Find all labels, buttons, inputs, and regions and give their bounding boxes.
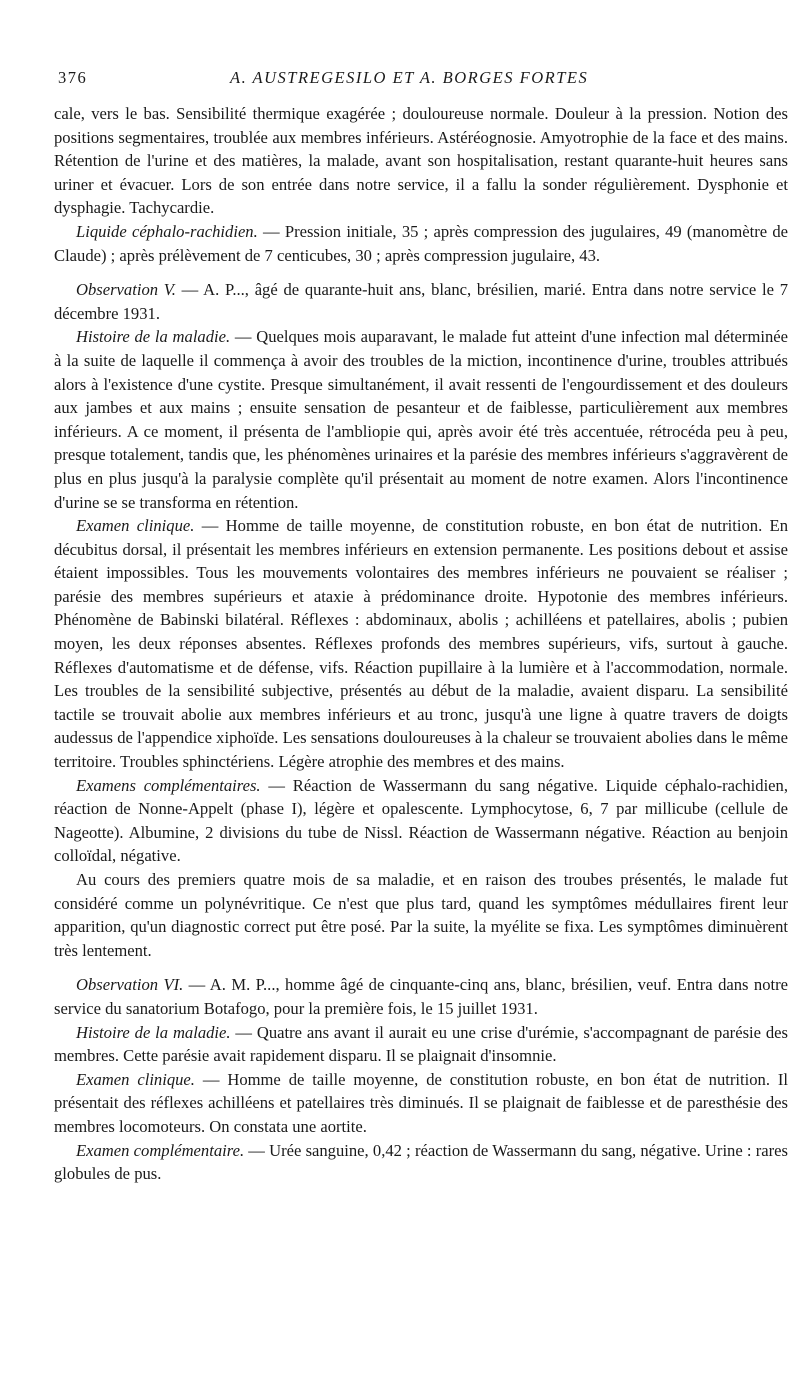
section-lead: Examens complémentaires. bbox=[76, 775, 261, 795]
running-title: A. AUSTREGESILO ET A. BORGES FORTES bbox=[230, 68, 589, 87]
observation-title: Observation VI. bbox=[76, 975, 184, 995]
paragraph bbox=[54, 1021, 788, 1068]
paragraph bbox=[54, 868, 788, 962]
paragraph-text: — A. M. P..., homme âgé de cinquante-cinq ans, blanc, brésilien, veuf. Entra dans notre service du sanatorium Botafogo, pour la première fois, le 15 juillet 1931. bbox=[54, 975, 788, 1018]
paragraph bbox=[54, 278, 788, 325]
paragraph-text: — Quelques mois auparavant, le malade fut atteint d'une infection mal déterminée à la suite de laquelle il commença à avoir des troubles de la miction, incontinence d'urine, troubles attribués alors à l'existence d'une cystite. Presque simultanément, il avait ressenti de l'engourdissement et des douleurs aux jambes et aux mains ; ensuite sensation de pesanteur et de faiblesse, particulièrement aux membres inférieurs. A ce moment, il présenta de l'ambliopie qui, après avoir été très accentuée, rétrocéda peu à peu, presque totalement, tandis que, les phénomènes urinaires et la parésie des membres inférieurs s'aggravèrent de plus en plus jusqu'à la paralysie complète qu'il présentait au moment de notre examen. Alors l'incontinence d'urine se se transforma en rétention. bbox=[54, 327, 788, 512]
paragraph bbox=[54, 514, 788, 774]
observation-title: Observation V. bbox=[76, 280, 176, 300]
paragraph bbox=[54, 325, 788, 514]
paragraph bbox=[54, 973, 788, 1020]
paragraph bbox=[54, 1139, 788, 1186]
section-lead: Examen clinique. bbox=[76, 516, 195, 536]
paragraph-text: — Homme de taille moyenne, de constitution robuste, en bon état de nutrition. En décubitus dorsal, il présentait les membres inférieurs en extension permanente. Les positions debout et assise étaient impossibles. Tous les mouvements volontaires des membres inférieurs ne pouvaient se réaliser ; parésie des membres supérieurs et ataxie à prédominance droite. Hypotonie des membres inférieurs. Phénomène de Babinski bilatéral. Réflexes : abdominaux, abolis ; achilléens et patellaires, abolis ; pubien moyen, les deux réponses absentes. Réflexes profonds des membres supérieurs, vifs, surtout à gauche. Réflexes d'automatisme et de défense, vifs. Réaction pupillaire à la lumière et à l'accommodation, normale. Les troubles de la sensibilité subjective, présentés au début de la maladie, avaient disparu. La sensibilité tactile se trouvait abolie aux membres inférieurs et au tronc, jusqu'à une ligne à quatre travers de doigts audessus de l'appendice xiphoïde. Les sensations douloureuses à la chaleur se trouvaient abolies dans le même territoire. Troubles sphinctériens. Légère atrophie des membres et des mains. bbox=[54, 516, 788, 772]
paragraph bbox=[54, 220, 788, 267]
paragraph bbox=[54, 774, 788, 868]
paragraph-text: — Homme de taille moyenne, de constitution robuste, en bon état de nutrition. Il présentait des réflexes achilléens et patellaires très diminués. Il se plaignait de faiblesse et de paresthésie des membres locomoteurs. On constata une aortite. bbox=[54, 1069, 788, 1136]
section-lead: Histoire de la maladie. bbox=[76, 1022, 231, 1042]
section-lead: Examen complémentaire. bbox=[76, 1140, 245, 1160]
body-text bbox=[54, 102, 788, 1186]
paragraph bbox=[54, 102, 788, 220]
section-lead: Liquide céphalo-rachidien. bbox=[76, 221, 258, 241]
paragraph-text: — A. P..., âgé de quarante-huit ans, blanc, brésilien, marié. Entra dans notre service le 7 décembre 1931. bbox=[54, 280, 788, 323]
paragraph-text: — Pression initiale, 35 ; après compression des jugulaires, 49 (manomètre de Claude) ; après prélèvement de 7 centicubes, 30 ; après compression jugulaire, 43. bbox=[54, 221, 789, 265]
paragraph-text: Au cours des premiers quatre mois de sa maladie, et en raison des troubes présentés, le malade fut considéré comme un polynévritique. Ce n'est que plus tard, quand les symptômes médullaires firent leur apparition, qu'un diagnostic correct put être posé. Par la suite, la myélite se fixa. Les symptômes diminuèrent très lentement. bbox=[54, 870, 788, 960]
page-number: 376 bbox=[58, 68, 88, 87]
paragraph-text: — Réaction de Wassermann du sang négative. Liquide céphalo-rachidien, réaction de Nonne-Appelt (phase I), légère et opalescente. Lymphocytose, 6, 7 par millicube (cellule de Nageotte). Albumine, 2 divisions du tube de Nissl. Réaction de Wassermann négative. Réaction au benjoin colloïdal, négative. bbox=[54, 775, 788, 866]
paragraph-text: — Quatre ans avant il aurait eu une crise d'urémie, s'accompagnant de parésie des membres. Cette parésie avait rapidement disparu. Il se plaignait d'insomnie. bbox=[54, 1022, 788, 1066]
paragraph-text: — Urée sanguine, 0,42 ; réaction de Wassermann du sang, négative. Urine : rares globules de pus. bbox=[54, 1140, 788, 1184]
section-lead: Histoire de la maladie. bbox=[76, 327, 231, 347]
paragraph-text: cale, vers le bas. Sensibilité thermique exagérée ; douloureuse normale. Douleur à la pression. Notion des positions segmentaires, troublée aux membres inférieurs. Astéréognosie. Amyotrophie de la face et des mains. Rétention de l'urine et des matières, la malade, avant son hospitalisation, restant quarante-huit heures sans uriner et évacuer. Lors de son entrée dans notre service, il a fallu la sonder régulièrement. Dysphonie et dysphagie. Tachycardie. bbox=[54, 104, 788, 218]
paragraph bbox=[54, 1068, 788, 1139]
section-lead: Examen clinique. bbox=[76, 1069, 195, 1089]
